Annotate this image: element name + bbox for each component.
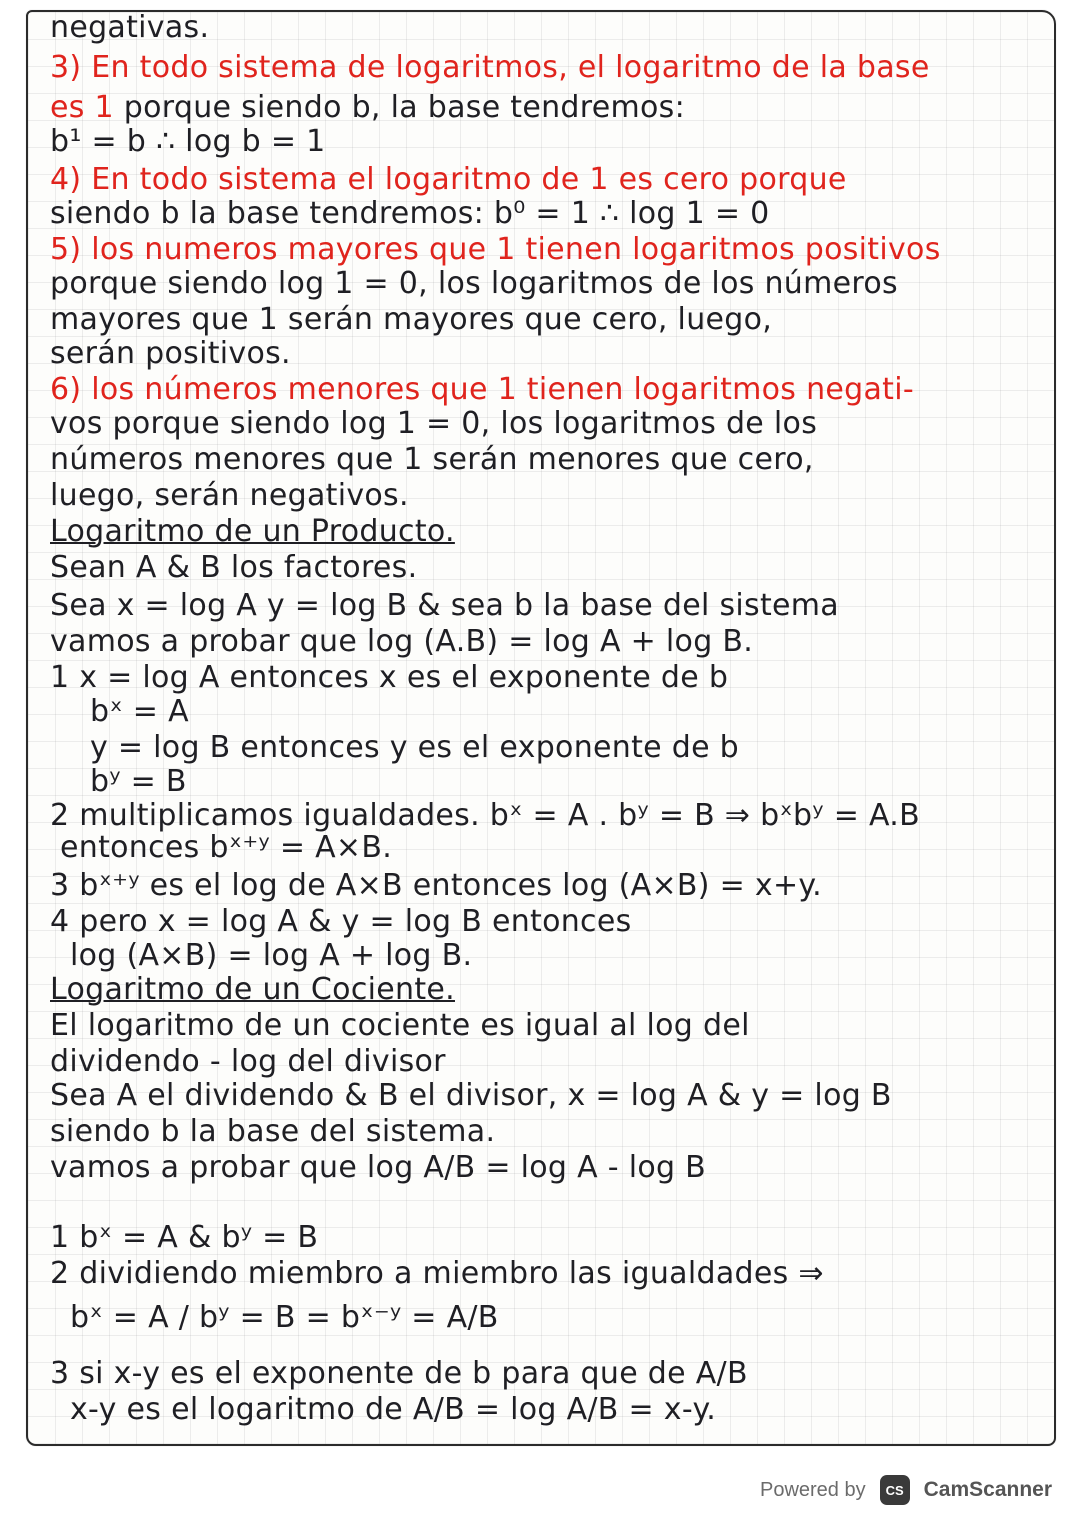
note-line: serán positivos. xyxy=(50,336,291,371)
note-line: siendo b la base tendremos: b⁰ = 1 ∴ log 1 = 0 xyxy=(50,196,770,231)
note-line: 6) los números menores que 1 tienen logaritmos negati- xyxy=(50,372,914,407)
note-line: log (A×B) = log A + log B. xyxy=(70,938,473,973)
note-line: vamos a probar que log A/B = log A - log B xyxy=(50,1150,707,1185)
powered-by-text: Powered by xyxy=(759,1478,866,1501)
note-line: vamos a probar que log (A.B) = log A + log B. xyxy=(50,624,754,659)
camscanner-logo-icon: CS xyxy=(880,1475,910,1505)
note-line: números menores que 1 serán menores que cero, xyxy=(50,442,814,477)
note-line: dividendo - log del divisor xyxy=(50,1044,446,1079)
note-line: 3 si x-y es el exponente de b para que de A/B xyxy=(50,1356,748,1391)
note-line: entonces bˣ⁺ʸ = A×B. xyxy=(60,830,393,865)
note-line: bʸ = B xyxy=(90,764,187,799)
note-line: mayores que 1 serán mayores que cero, luego, xyxy=(50,302,773,337)
note-line: b¹ = b ∴ log b = 1 xyxy=(50,124,326,159)
note-line: bˣ = A xyxy=(90,694,189,729)
note-line: negativas. xyxy=(50,10,210,45)
note-line-red-part: es 1 xyxy=(50,90,124,125)
note-line: siendo b la base del sistema. xyxy=(50,1114,496,1149)
note-line: 1 bˣ = A & bʸ = B xyxy=(50,1220,319,1255)
note-line: bˣ = A / bʸ = B = bˣ⁻ʸ = A/B xyxy=(70,1300,499,1335)
scanner-watermark xyxy=(760,1470,1052,1510)
note-line: 4) En todo sistema el logaritmo de 1 es cero porque xyxy=(50,162,847,197)
note-line: 1 x = log A entonces x es el exponente de b xyxy=(50,660,729,695)
note-line: Sea A el dividendo & B el divisor, x = log A & y = log B xyxy=(50,1078,892,1113)
note-line-rest: porque siendo b, la base tendremos: xyxy=(123,90,686,125)
note-line: 2 dividiendo miembro a miembro las igualdades ⇒ xyxy=(50,1256,824,1291)
note-line: luego, serán negativos. xyxy=(50,478,409,513)
note-line: vos porque siendo log 1 = 0, los logaritmos de los xyxy=(50,406,818,441)
note-line: 3 bˣ⁺ʸ es el log de A×B entonces log (A×B) = x+y. xyxy=(50,868,823,903)
note-line: 4 pero x = log A & y = log B entonces xyxy=(50,904,632,939)
camscanner-name: CamScanner xyxy=(923,1478,1052,1501)
section-heading-product: Logaritmo de un Producto. xyxy=(50,514,455,549)
note-line xyxy=(50,92,685,124)
note-line: Sean A & B los factores. xyxy=(50,550,418,585)
note-line: porque siendo log 1 = 0, los logaritmos de los números xyxy=(50,266,898,301)
note-line: El logaritmo de un cociente es igual al log del xyxy=(50,1008,750,1043)
note-line: Sea x = log A y = log B & sea b la base del sistema xyxy=(50,588,839,623)
section-heading-quotient: Logaritmo de un Cociente. xyxy=(50,972,455,1007)
note-line: 2 multiplicamos igualdades. bˣ = A . bʸ = B ⇒ bˣbʸ = A.B xyxy=(50,798,920,833)
note-line: 5) los numeros mayores que 1 tienen logaritmos positivos xyxy=(50,232,941,267)
note-line: 3) En todo sistema de logaritmos, el logaritmo de la base xyxy=(50,50,930,85)
note-line: y = log B entonces y es el exponente de b xyxy=(90,730,740,765)
note-line: x-y es el logaritmo de A/B = log A/B = x-y. xyxy=(70,1392,717,1427)
